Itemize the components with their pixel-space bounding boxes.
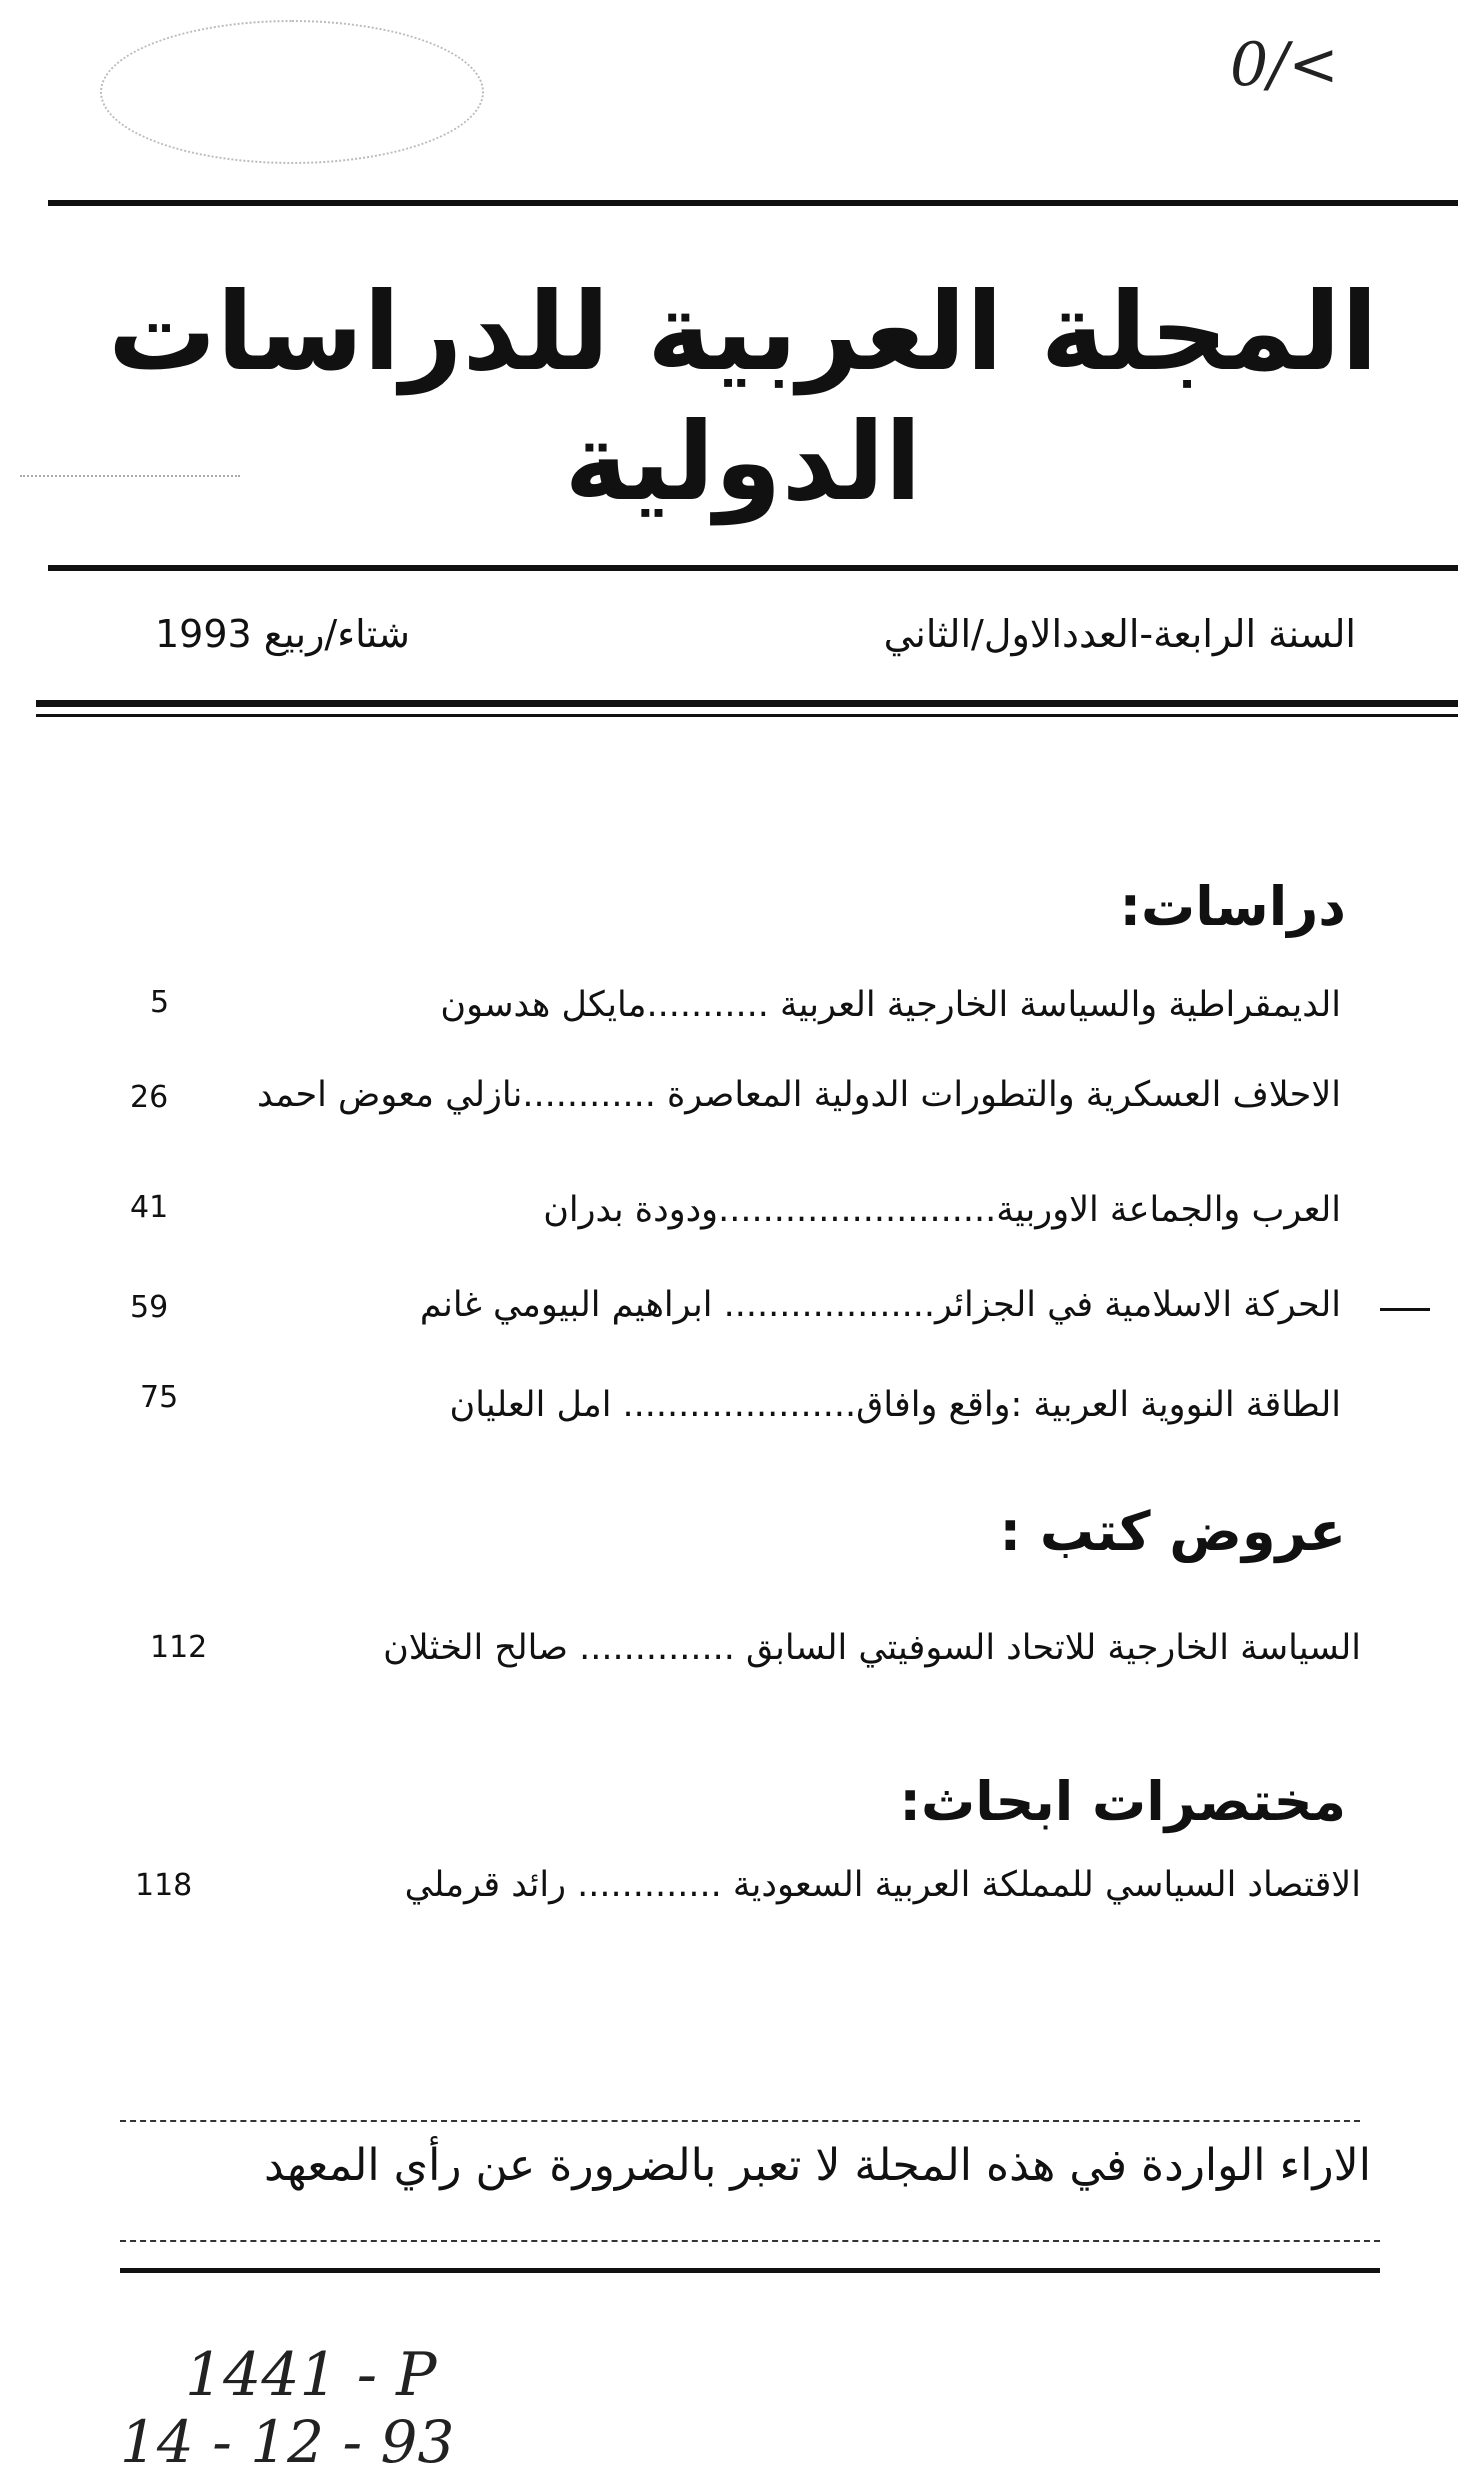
toc-page-number: 41: [130, 1190, 169, 1225]
title-bottom-rule: [48, 565, 1458, 571]
toc-page-number: 75: [140, 1380, 179, 1415]
toc-item: السياسة الخارجية للاتحاد السوفيتي السابق .............. صالح الخثلان: [383, 1628, 1361, 1668]
handwritten-accession-number: 1441 - P: [185, 2340, 437, 2410]
corner-mark: 0/<: [1230, 30, 1339, 100]
toc-item: الاحلاف العسكرية والتطورات الدولية المعاصرة ............نازلي معوض احمد: [256, 1075, 1341, 1115]
section-heading-studies: دراسات:: [1119, 875, 1346, 938]
section-heading-abstracts: مختصرات ابحاث:: [899, 1770, 1346, 1833]
stamp-trace-icon: [100, 20, 484, 164]
issue-rule-thin: [36, 714, 1458, 717]
issue-rule-thick: [36, 700, 1458, 707]
toc-item: الحركة الاسلامية في الجزائر................... ابراهيم البيومي غانم: [419, 1285, 1341, 1325]
handwritten-date: 14 - 12 - 93: [120, 2408, 455, 2476]
title-top-rule: [48, 200, 1458, 206]
toc-item: الطاقة النووية العربية :واقع وافاق..................... امل العليان: [449, 1385, 1341, 1425]
disclaimer-bottom-rule: [120, 2268, 1380, 2273]
disclaimer-text: الاراء الواردة في هذه المجلة لا تعبر بالضرورة عن رأي المعهد: [263, 2140, 1371, 2191]
toc-item: العرب والجماعة الاوربية.........................ودودة بدران: [543, 1190, 1341, 1230]
toc-page-number: 26: [130, 1080, 169, 1115]
issue-season-year: شتاء/ربيع 1993: [155, 612, 410, 656]
disclaimer-lower-dashed-rule: [120, 2240, 1380, 2242]
toc-item: الاقتصاد السياسي للمملكة العربية السعودية ............. رائد قرملي: [404, 1865, 1361, 1905]
margin-dash: [1380, 1308, 1430, 1311]
toc-page-number: 112: [150, 1630, 208, 1665]
disclaimer-top-rule: [120, 2120, 1360, 2122]
toc-page-number: 5: [150, 985, 170, 1020]
journal-title: المجلة العربية للدراسات الدولية: [108, 270, 1378, 525]
toc-item: الديمقراطية والسياسة الخارجية العربية ...........مايكل هدسون: [440, 985, 1341, 1025]
stamp-trace-left-icon: [20, 415, 240, 477]
issue-volume: السنة الرابعة-العددالاول/الثاني: [883, 612, 1356, 656]
toc-page-number: 118: [135, 1868, 193, 1903]
toc-page-number: 59: [130, 1290, 169, 1325]
section-heading-book-reviews: عروض كتب :: [999, 1500, 1346, 1563]
